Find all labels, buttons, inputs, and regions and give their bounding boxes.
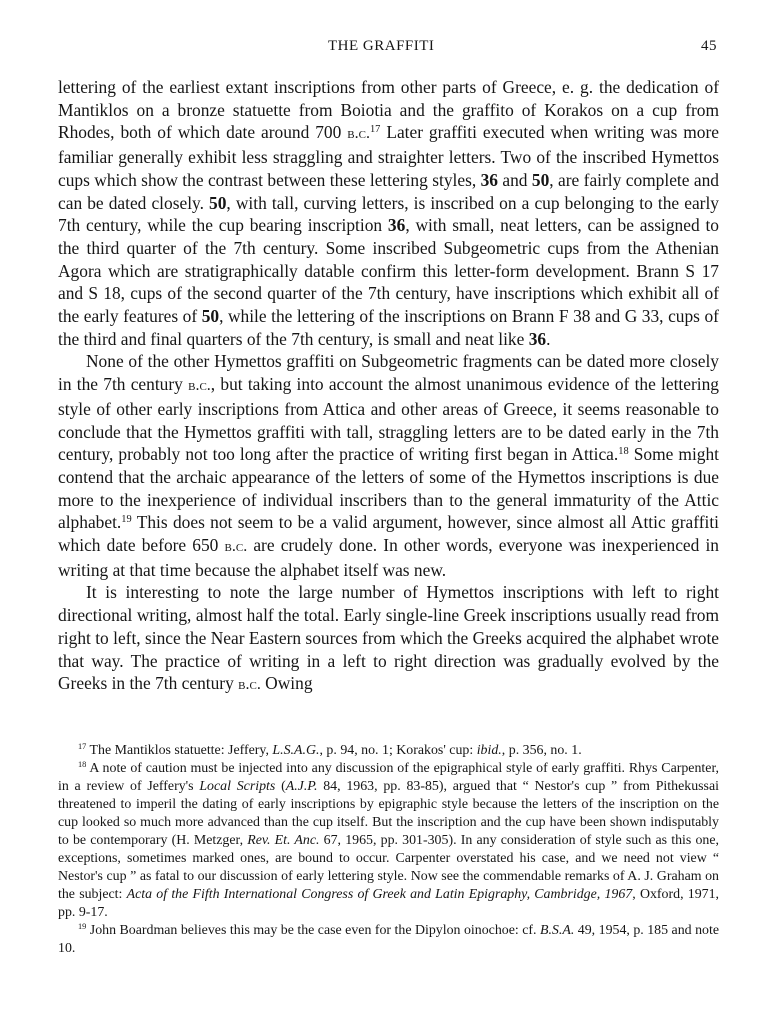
text-run: John Boardman believes this may be the case even for the Dipylon oinochoe: cf. [86, 923, 540, 938]
footnote-number: 17 [78, 742, 87, 751]
running-title: THE GRAFFITI [328, 38, 435, 54]
text-run: , are fairly complete and can be dated closely. [58, 169, 719, 213]
era-abbreviation: b.c. [224, 538, 248, 556]
footnote-ref-17: 17 [369, 124, 381, 136]
text-run: It is interesting to note the large number of Hymettos inscriptions with left to right directional writing, almost half the total. Early single-line Greek inscriptions usually read from right to left, since the Near Eastern sources from which the Greeks acquired the alphabet wrote that way. The practice of writing in a left to right direction was gradually evolved by the Greeks in the 7th century [58, 582, 719, 694]
inscription-number: 50 [531, 169, 550, 190]
footnote-ref-19: 19 [121, 514, 132, 526]
text-run: , p. 356, no. 1. [501, 743, 582, 758]
footnote-17 [58, 742, 719, 760]
era-abbreviation: b.c. [238, 676, 261, 694]
citation-title: Rev. Et. Anc. [247, 833, 320, 848]
citation-title: L.S.A.G. [272, 743, 320, 758]
inscription-number: 50 [201, 306, 220, 327]
text-run: , p. 94, no. 1; Korakos' cup: [319, 743, 477, 758]
page-number: 45 [701, 38, 717, 54]
citation-title: Local Scripts [199, 779, 276, 794]
text-run: . [546, 328, 551, 349]
text-run: , while the lettering of the inscriptions on Brann F 38 and G 33, cups of the third and final quarters of the 7th century, is small and neat like [58, 306, 719, 349]
paragraph-1 [58, 76, 719, 350]
citation-title: A.J.P. [285, 779, 318, 794]
body-text [58, 76, 719, 697]
text-run: 67, 1965, pp. 301-305). In any consideration of style such as this one, exceptions, sometimes marked ones, are bound to occur. Carpenter overstated his case, and we need not view “ Nestor's cup ” as fatal to our discussion of early lettering style. Now see the commendable remarks of A. J. Graham on the subject: [58, 833, 719, 902]
page [58, 0, 719, 1024]
text-run: Owing [260, 673, 313, 694]
text-run: The Mantiklos statuette: Jeffery, [86, 743, 273, 758]
era-abbreviation: b.c. [347, 125, 370, 143]
inscription-number: 36 [480, 169, 498, 190]
inscription-number: 36 [387, 215, 406, 236]
paragraph-3 [58, 581, 719, 697]
text-run: Later graffiti executed when writing was more familiar generally exhibit less straggling and straighter letters. Two of the inscribed Hymettos cups which show the contrast between these lettering styles, [58, 122, 720, 190]
inscription-number: 50 [209, 192, 227, 213]
text-run: and [497, 169, 532, 190]
footnote-number: 18 [78, 760, 87, 769]
footnote-18 [58, 760, 719, 922]
citation-title: Acta of the Fifth International Congress of Greek and Latin Epigraphy, Cambridge, 1967 [126, 887, 633, 902]
text-run: , with tall, curving letters, is inscribed on a cup belonging to the early 7th century, while the cup bearing inscription [58, 192, 719, 236]
footnote-ref-18: 18 [618, 446, 629, 457]
paragraph-2 [58, 350, 719, 581]
text-run: A note of caution must be injected into any discussion of the epigraphical style of early graffiti. Rhys Carpenter, in a review of Jeffery's [58, 761, 719, 794]
text-run: Some might contend that the archaic appearance of the letters of some of the Hymettos inscriptions is due more to the inexperience of individual inscribers than to the general immaturity of the Attic alphabet. [58, 444, 720, 533]
citation-title: B.S.A. [539, 923, 575, 938]
era-abbreviation: b.c. [188, 377, 211, 395]
text-run: None of the other Hymettos graffiti on Subgeometric fragments can be dated more closely in the 7th century [58, 351, 719, 395]
text-run: lettering of the earliest extant inscriptions from other parts of Greece, e. g. the dedication of Mantiklos on a bronze statuette from Boiotia and the graffito of Korakos on a cup from Rhodes, both of which date around 700 [58, 77, 719, 143]
text-run: 84, 1963, pp. 83-85), argued that “ Nestor's cup ” from Pithekussai threatened to imperil the dating of early inscriptions by epigraphic style because the letters of the inscription on the cup looked so much more advanced than the cup itself. But the inscription and the cup have been shown indisputably to be contemporary (H. Metzger, [58, 779, 719, 848]
footnote-19 [58, 922, 719, 958]
footnote-number: 19 [78, 922, 87, 931]
inscription-number: 36 [528, 328, 547, 349]
text-run: , but taking into account the almost unanimous evidence of the lettering style of other early inscriptions from Attica and other areas of Greece, it seems reasonable to conclude that the Hymettos graffiti with tall, straggling letters are to be dated early in the 7th century, probably not too long after the practice of writing first began in Attica. [58, 374, 719, 465]
running-header [58, 38, 719, 60]
text-run: This does not seem to be a valid argument, however, since almost all Attic graffiti which date before 650 [58, 512, 719, 556]
citation-title: ibid. [476, 743, 502, 758]
footnotes [58, 742, 719, 958]
text-run: 49, 1954, p. 185 and note 10. [58, 923, 719, 956]
text-run: are crudely done. In other words, everyone was inexperienced in writing at that time because the alphabet itself was new. [58, 535, 719, 580]
text-run: , with small, neat letters, can be assigned to the third quarter of the 7th century. Some inscribed Subgeometric cups from the Athenian Agora which are stratigraphically datable confirm this letter-form development. Brann S 17 and S 18, cups of the second quarter of the 7th century, have inscriptions which exhibit all of the early features of [58, 215, 720, 327]
text-run: ( [275, 779, 286, 794]
text-run: , Oxford, 1971, pp. 9-17. [58, 887, 720, 920]
